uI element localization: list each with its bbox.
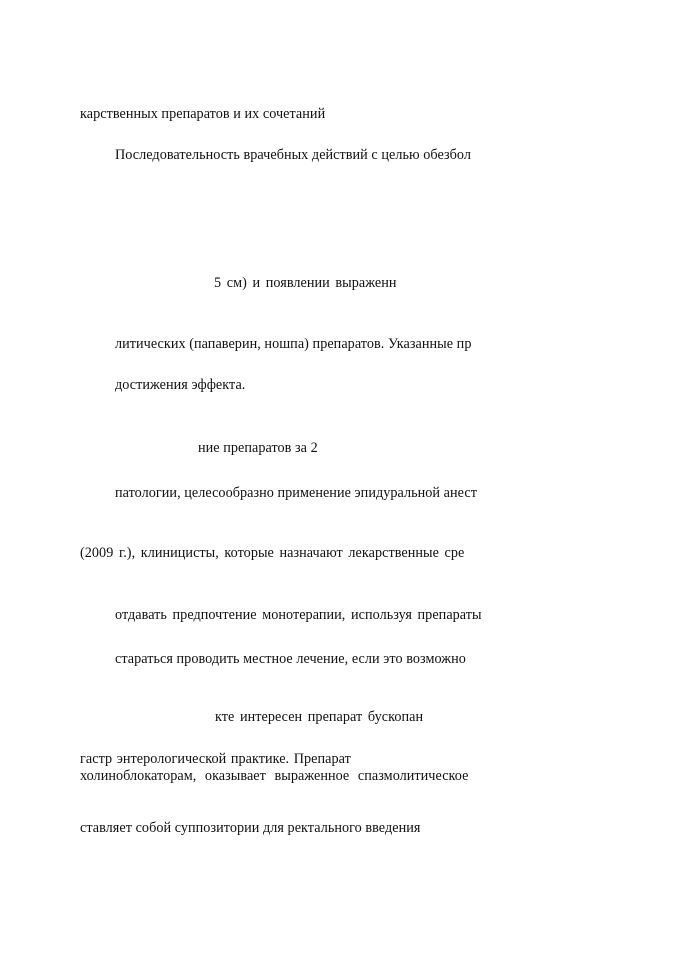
text-line: ние препаратов за 2 xyxy=(198,440,318,456)
text-line: кте интересен препарат бускопан xyxy=(215,709,424,725)
text-line: карственных препаратов и их сочетаний xyxy=(80,106,326,122)
text-line: стараться проводить местное лечение, если это возможно xyxy=(115,651,466,667)
text-line: холиноблокаторам, оказывает выраженное спазмолитическое xyxy=(80,768,469,784)
text-line: Последовательность врачебных действий с целью обезбол xyxy=(115,147,471,163)
text-line: отдавать предпочтение монотерапии, используя препараты xyxy=(115,607,482,623)
text-line: литических (папаверин, ношпа) препаратов. Указанные пр xyxy=(115,336,472,352)
text-line: гастр энтерологической практике. Препарат xyxy=(80,751,351,767)
text-line: ставляет собой суппозитории для ректального введения xyxy=(80,820,421,836)
text-line: достижения эффекта. xyxy=(115,377,246,393)
text-line: патологии, целесообразно применение эпидуральной анест xyxy=(115,485,477,501)
text-line: 5 см) и появлении выраженн xyxy=(214,275,397,291)
text-line: (2009 г.), клиницисты, которые назначают лекарственные сре xyxy=(80,545,465,561)
